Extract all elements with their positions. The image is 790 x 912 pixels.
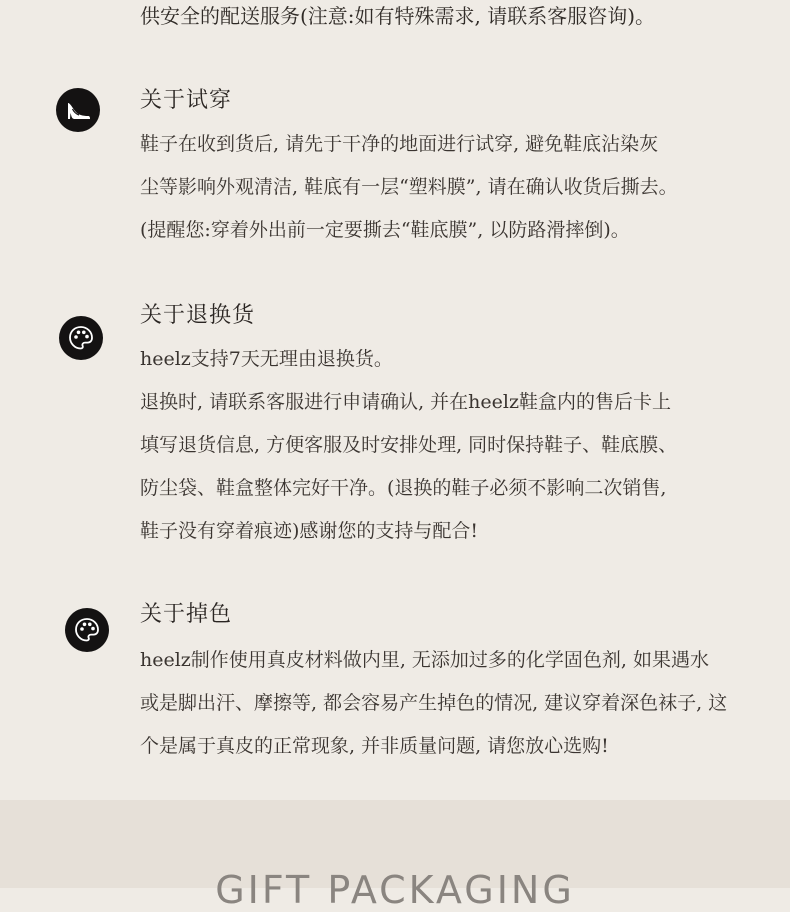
intro-text: 供安全的配送服务(注意:如有特殊需求, 请联系客服咨询)。 [140, 4, 656, 28]
section-body-returns [140, 338, 740, 553]
section-body-color-fading [140, 639, 740, 768]
body-line: 填写退货信息, 方便客服及时安排处理, 同时保持鞋子、鞋底膜、 [140, 434, 678, 456]
palette-icon [65, 608, 109, 652]
body-line: heelz制作使用真皮材料做内里, 无添加过多的化学固色剂, 如果遇水 [140, 649, 709, 671]
body-line: 退换时, 请联系客服进行申请确认, 并在heelz鞋盒内的售后卡上 [140, 391, 671, 413]
body-line: 鞋子没有穿着痕迹)感谢您的支持与配合! [140, 520, 479, 542]
section-body-try-on [140, 123, 740, 252]
body-line: (提醒您:穿着外出前一定要撕去“鞋底膜”, 以防路滑摔倒)。 [140, 219, 630, 241]
section-title-color-fading: 关于掉色 [140, 602, 233, 627]
gift-packaging-banner [0, 800, 790, 912]
section-title-try-on: 关于试穿 [140, 88, 233, 113]
section-title-returns: 关于退换货 [140, 303, 256, 328]
body-line: 防尘袋、鞋盒整体完好干净。(退换的鞋子必须不影响二次销售, [140, 477, 667, 499]
gift-packaging-title: GIFT PACKAGING [215, 868, 575, 912]
body-line: 个是属于真皮的正常现象, 并非质量问题, 请您放心选购! [140, 735, 609, 757]
body-line: 尘等影响外观清洁, 鞋底有一层“塑料膜”, 请在确认收货后撕去。 [140, 176, 678, 198]
palette-icon [59, 316, 103, 360]
body-line: 或是脚出汗、摩擦等, 都会容易产生掉色的情况, 建议穿着深色袜子, 这 [140, 692, 728, 714]
body-line: heelz支持7天无理由退换货。 [140, 348, 393, 370]
high-heel-icon [56, 88, 100, 132]
body-line: 鞋子在收到货后, 请先于干净的地面进行试穿, 避免鞋底沾染灰 [140, 133, 659, 155]
